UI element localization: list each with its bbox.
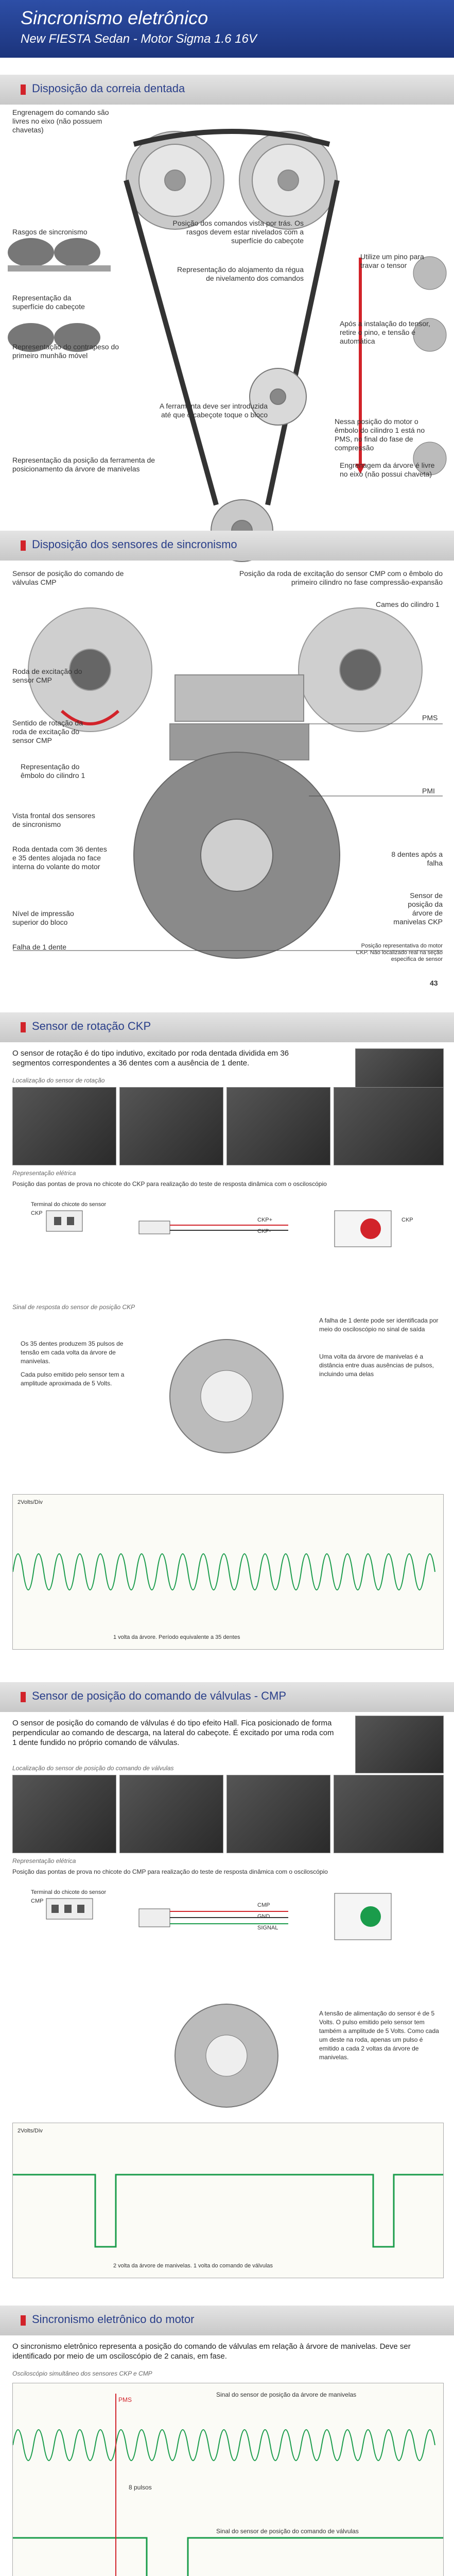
ckp-description: O sensor de rotação é do tipo indutivo, excitado por roda dentada dividida em 36 segmentos correspondentes a 36 dentes com a ausência de 1 dente. <box>12 1049 289 1067</box>
header <box>0 0 454 58</box>
intake-cam-gear <box>126 131 224 229</box>
cmp-scope-caption: 2 volta da árvore de manivelas. 1 volta do comando de válvulas <box>113 2263 273 2269</box>
label-missing-tooth: Falha de 1 dente <box>12 943 67 951</box>
cmp-photo-2 <box>119 1775 223 1853</box>
ckp-photo-3 <box>226 1087 330 1165</box>
ckp-pin-note: Posição das pontas de prova no chicote do CKP para realização do teste de resposta dinâmica com o osciloscópio <box>12 1180 327 1188</box>
label-head-surface: Representação da superfície do cabeçote <box>12 294 85 311</box>
ckp-terminal-label: Terminal do chicote do sensor CKP <box>31 1201 107 1216</box>
ckp-photo-4 <box>334 1087 444 1165</box>
section-title: Sincronismo eletrônico do motor <box>32 2313 195 2326</box>
label-crank-tool: Representação da posição da ferramenta de posicionamento da árvore de manivelas <box>12 456 155 473</box>
cmp-description: O sensor de posição do comando de válvulas é do tipo efeito Hall. Fica posicionado de forma perpendicular ao comando de descarga, na lateral do cabeçote. É excitado por uma roda com 1 dente fundido no próprio comando de válvulas. <box>12 1719 334 1747</box>
cmp-pin-note: Posição das pontas de prova no chicote do CMP para realização do teste de resposta dinâmica com o osciloscópio <box>12 1868 328 1875</box>
section-title: Disposição dos sensores de sincronismo <box>32 538 237 551</box>
flywheel <box>134 752 340 958</box>
cmp-photo-3 <box>226 1775 330 1853</box>
label-cam-gear-free: Engrenagem do comando são livres no eixo (não possuem chavetas) <box>12 108 109 134</box>
sync-oscilloscope-1 <box>12 2383 444 2576</box>
label-cylinder1-cams: Cames do cilindro 1 <box>376 600 440 608</box>
label-tool-insert: A ferramenta deve ser introduzida até que o cabeçote toque o bloco <box>159 402 268 419</box>
label-pms-position: Nessa posição do motor o êmbolo do cilindro 1 está no PMS, no final do fase de compressão <box>335 417 425 452</box>
section-band-sensors <box>0 531 454 561</box>
ckp-photo-1 <box>12 1087 116 1165</box>
cmp-note-r: A tensão de alimentação do sensor é de 5 Volts. O pulso emitido pelo sensor tem também a amplitude de 5 Volts. Como cada um deste na roda, apenas um pulso é emitido a cada 2 voltas da árvore de manivelas. <box>319 2010 439 2061</box>
label-cmp-wheel-position: Posição da roda de excitação do sensor CMP com o êmbolo do primeiro cilindro no fase compressão-expansão <box>239 569 443 586</box>
page-subtitle: New FIESTA Sedan - Motor Sigma 1.6 16V <box>21 32 257 46</box>
cam-slot-detail <box>8 238 111 272</box>
cmp-wheel-right <box>299 608 422 732</box>
ckp-scope-caption: 1 volta da árvore. Período equivalente a 35 dentes <box>113 1634 240 1640</box>
label-tensioner-pin: Utilize um pino para travar o tensor <box>360 252 424 269</box>
sync-cmp-label: Sinal do sensor de posição do comando de válvulas <box>216 2528 359 2535</box>
label-pmi: PMI <box>422 787 435 795</box>
section-title: Sensor de rotação CKP <box>32 1020 151 1032</box>
label-cmp-rotation: Sentido de rotação da roda de excitação do sensor CMP <box>12 719 83 744</box>
section-title: Sensor de posição do comando de válvulas - CMP <box>32 1689 287 1702</box>
section-band-timing-belt <box>0 75 454 105</box>
ckp-note-r1: A falha de 1 dente pode ser identificada por meio do osciloscópio no sinal de saída <box>319 1317 439 1333</box>
sync-sub1: Osciloscópio simultâneo dos sensores CKP e CMP <box>12 2370 152 2377</box>
ckp-photo-2 <box>119 1087 223 1165</box>
label-block-level: Nível de impressão superior do bloco <box>12 909 74 926</box>
ckp-location-caption: Localização do sensor de rotação <box>12 1077 105 1084</box>
ckp-scope-scale: 2Volts/Div <box>18 1499 43 1505</box>
exhaust-cam-gear <box>239 131 337 229</box>
ckp-electric-caption: Representação elétrica <box>12 1170 76 1177</box>
cmp-electric-caption: Representação elétrica <box>12 1857 76 1865</box>
label-crank-gear-free: Engrenagem da árvore é livre no eixo (não possui chaveta) <box>340 461 435 478</box>
sync-pulse-label: 8 pulsos <box>129 2484 152 2491</box>
section-band-cmp <box>0 1682 454 1712</box>
ckp-pin-3: CKP <box>401 1217 413 1223</box>
cmp-terminal-label: Terminal do chicote do sensor CMP <box>31 1889 107 1904</box>
label-cmp-sensor: Sensor de posição do comando de válvulas CMP <box>12 569 124 586</box>
label-ckp-note: Posição representativa do motor CKP. Não localizado real na seção especifica de sensor <box>356 943 443 962</box>
sync-description: O sincronismo eletrônico representa a posição do comando de válvulas em relação à árvore de manivelas. Deve ser identificado por meio de um osciloscópio de 2 canais, em fase. <box>12 2342 411 2361</box>
label-piston: Representação do êmbolo do cilindro 1 <box>21 762 85 779</box>
cmp-location-caption: Localização do sensor de posição do comando de válvulas <box>12 1765 174 1772</box>
label-toothed-wheel: Roda dentada com 36 dentes e 35 dentes alojada no face interna do volante do motor <box>12 845 107 871</box>
sync-waveforms-1 <box>13 2383 443 2576</box>
cmp-photo-4 <box>334 1775 444 1853</box>
ckp-signal-title: Sinal de resposta do sensor de posição CKP <box>12 1303 135 1311</box>
cmp-oscilloscope <box>12 2123 444 2278</box>
ckp-note-l2: Cada pulso emitido pelo sensor tem a amplitude aproximada de 5 Volts. <box>21 1371 125 1387</box>
ckp-wheel-diagram <box>0 1314 454 1468</box>
label-ckp-sensor: Sensor de posição da árvore de manivelas CKP <box>393 891 443 926</box>
page-number: 43 <box>430 979 438 987</box>
section-band-sync <box>0 2306 454 2335</box>
section-band-ckp <box>0 1012 454 1042</box>
label-cmp-wheel: Roda de excitação do sensor CMP <box>12 667 82 684</box>
cmp-scope-scale: 2Volts/Div <box>18 2128 43 2134</box>
label-leveling-bar: Representação do alojamento da régua de nivelamento dos comandos <box>177 265 304 282</box>
label-8-teeth: 8 dentes após a falha <box>391 850 443 867</box>
ckp-pin-1: CKP+ <box>257 1217 273 1223</box>
label-cam-position: Posição dos comandos vista por trás. Os rasgos devem estar nivelados com a superfície do cabeçote <box>172 219 304 245</box>
label-counterweight: Representação do contrapeso do primeiro munhão móvel <box>12 343 119 360</box>
cmp-pin-2: GND <box>257 1913 270 1920</box>
cmp-pin-1: CMP <box>257 1902 270 1908</box>
ckp-waveform <box>13 1495 443 1649</box>
label-tensioner-auto: Após a instalação do tensor, retire o pino, e tensão é automática <box>340 319 430 345</box>
cmp-pin-3: SIGNAL <box>257 1925 278 1931</box>
page-title: Sincronismo eletrônico <box>21 7 208 28</box>
label-timing-slots: Rasgos de sincronismo <box>12 228 88 236</box>
ckp-note-l1: Os 35 dentes produzem 35 pulsos de tensão em cada volta da árvore de manivelas. <box>21 1340 124 1365</box>
piston <box>170 675 309 760</box>
cmp-waveform <box>13 2123 443 2278</box>
cmp-photo-1 <box>12 1775 116 1853</box>
sync-pms-label: PMS <box>118 2396 132 2403</box>
ckp-note-r2: Uma volta da árvore de manivelas é a distância entre duas ausências de pulsos, incluindo uma delas <box>319 1353 434 1378</box>
ckp-oscilloscope <box>12 1494 444 1650</box>
ckp-pin-2: CKP- <box>257 1228 271 1234</box>
cmp-sensor-photo <box>355 1716 444 1773</box>
section-title: Disposição da correia dentada <box>32 82 185 95</box>
sync-ckp-label: Sinal do sensor de posição da árvore de manivelas <box>216 2391 357 2398</box>
label-pms: PMS <box>422 714 438 722</box>
label-front-view: Vista frontal dos sensores de sincronismo <box>12 811 95 828</box>
